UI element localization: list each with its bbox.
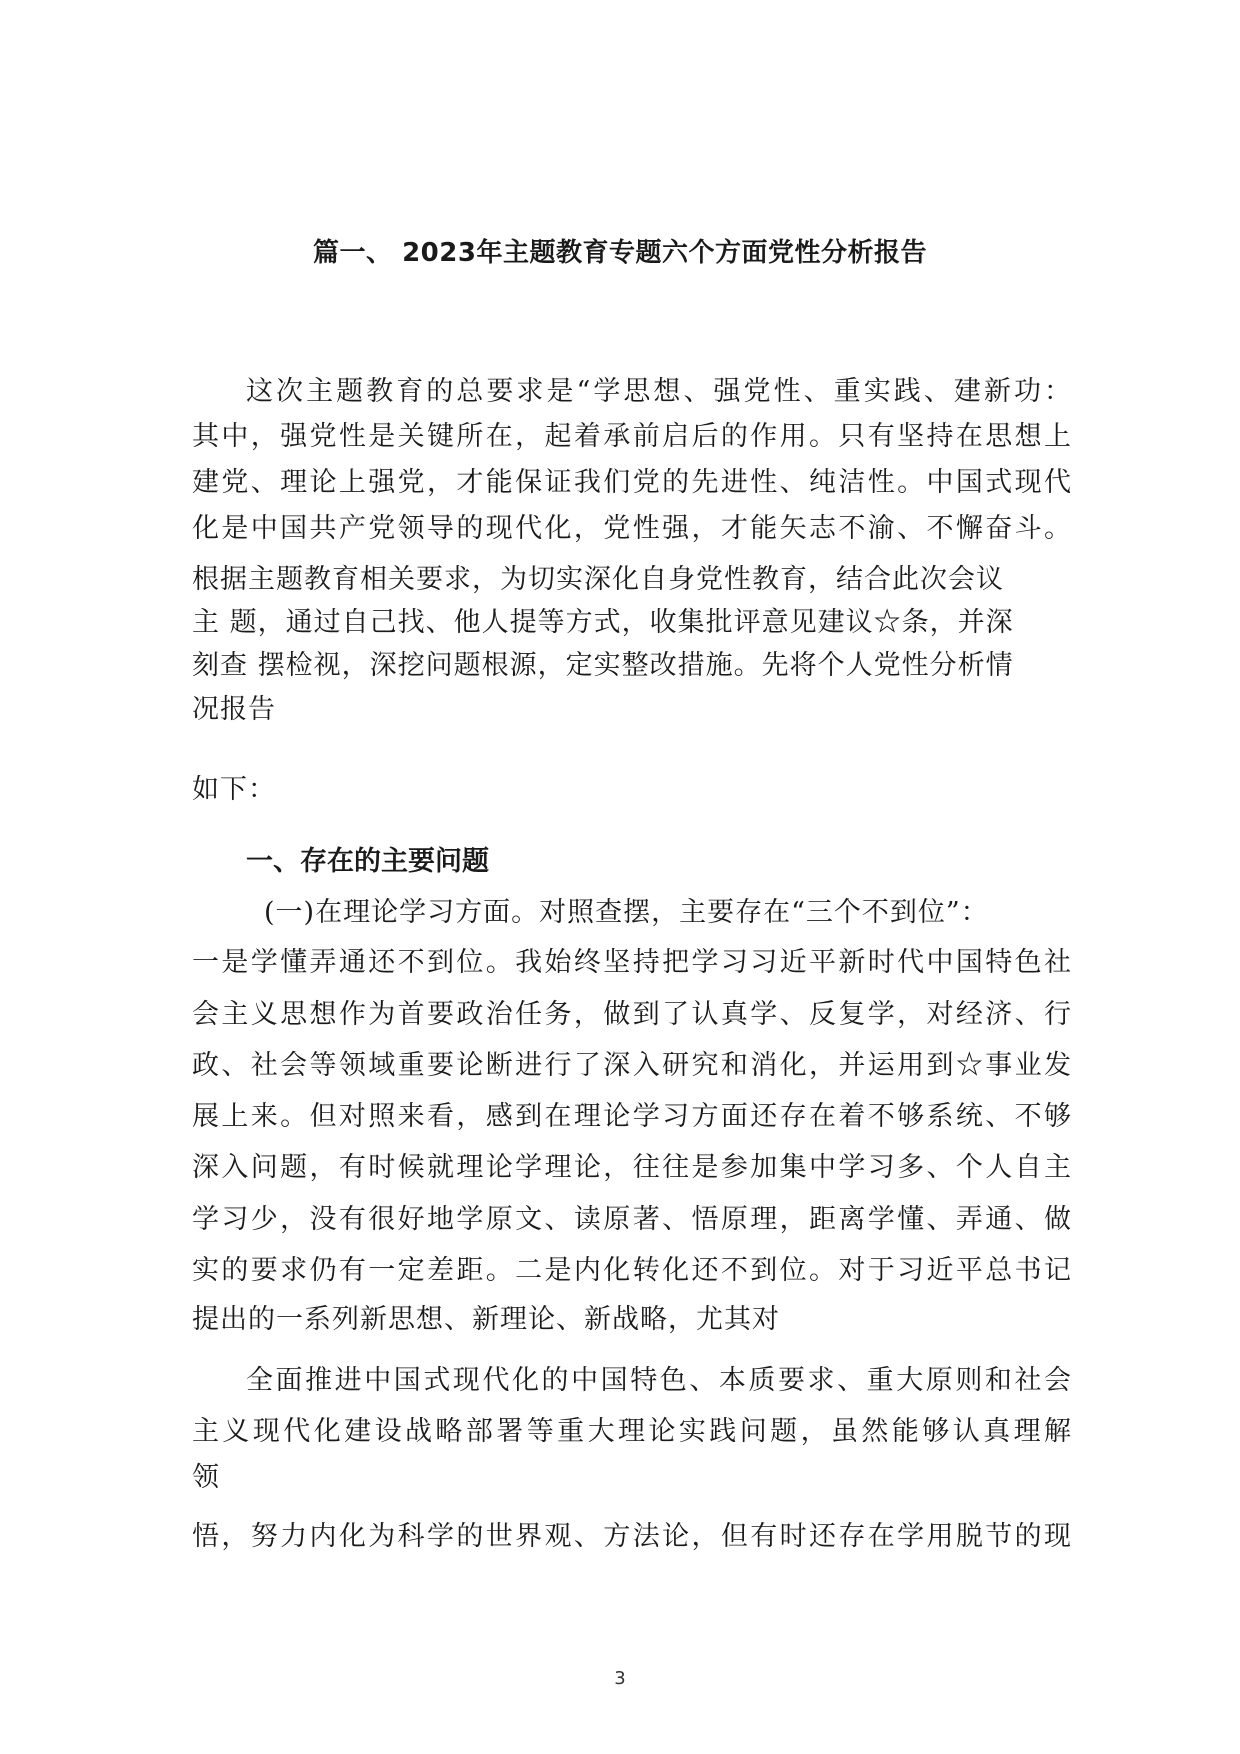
intro-line-7: 刻查 摆检视，深挖问题根源，定实整改措施。先将个人党性分析情 — [192, 650, 1014, 681]
continuation-line-3: 领 — [192, 1462, 220, 1493]
section-line-2: 一是学懂弄通还不到位。我始终坚持把学习习近平新时代中国特色社 — [192, 947, 1072, 978]
intro-line-3: 建党、理论上强党，才能保证我们党的先进性、纯洁性。中国式现代 — [192, 467, 1072, 498]
section-line-4: 政、社会等领域重要论断进行了深入研究和消化，并运用到☆事业发 — [192, 1050, 1072, 1081]
intro-line-1: 这次主题教育的总要求是“学思想、强党性、重实践、建新功： — [246, 376, 1072, 407]
section-line-1: (一)在理论学习方面。对照查摆，主要存在“三个不到位”： — [264, 897, 989, 928]
section-line-6: 深入问题，有时候就理论学理论，往往是参加集中学习多、个人自主 — [192, 1152, 1072, 1183]
intro-line-9: 如下： — [192, 774, 276, 805]
section-heading: 一、存在的主要问题 — [246, 846, 489, 877]
section-line-7: 学习少，没有很好地学原文、读原著、悟原理，距离学懂、弄通、做 — [192, 1204, 1072, 1235]
intro-line-8: 况报告 — [192, 694, 276, 725]
continuation-line-1: 全面推进中国式现代化的中国特色、本质要求、重大原则和社会 — [246, 1365, 1072, 1396]
continuation-line-2: 主义现代化建设战略部署等重大理论实践问题，虽然能够认真理解 — [192, 1416, 1072, 1447]
section-line-5: 展上来。但对照来看，感到在理论学习方面还存在着不够系统、不够 — [192, 1101, 1072, 1132]
intro-line-2: 其中，强党性是关键所在，起着承前启后的作用。只有坚持在思想上 — [192, 421, 1072, 452]
page-number: 3 — [614, 1668, 626, 1689]
section-line-3: 会主义思想作为首要政治任务，做到了认真学、反复学，对经济、行 — [192, 999, 1072, 1030]
document-title: 篇一、 2023年主题教育专题六个方面党性分析报告 — [313, 238, 927, 268]
continuation-line-4: 悟，努力内化为科学的世界观、方法论，但有时还存在学用脱节的现 — [192, 1521, 1072, 1552]
intro-line-6: 主 题，通过自己找、他人提等方式，收集批评意见建议☆条，并深 — [192, 607, 1014, 638]
section-line-8: 实的要求仍有一定差距。二是内化转化还不到位。对于习近平总书记 — [192, 1255, 1072, 1286]
section-line-9: 提出的一系列新思想、新理论、新战略，尤其对 — [192, 1304, 780, 1335]
intro-line-5: 根据主题教育相关要求，为切实深化自身党性教育，结合此次会议 — [192, 564, 1004, 595]
intro-line-4: 化是中国共产党领导的现代化，党性强，才能矢志不渝、不懈奋斗。 — [192, 513, 1072, 544]
